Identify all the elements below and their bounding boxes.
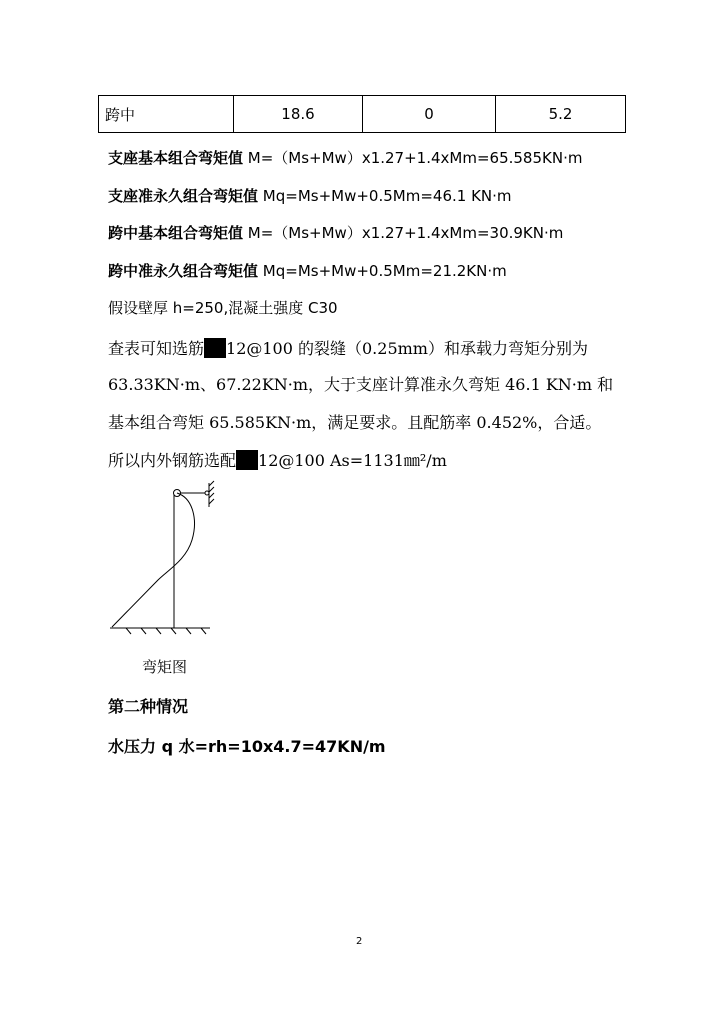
hinge-icon — [205, 491, 209, 495]
formula-label: 跨中基本组合弯矩值 — [108, 224, 244, 242]
formula-label: 支座基本组合弯矩值 — [108, 149, 244, 167]
table-row — [99, 96, 626, 133]
moment-table — [98, 95, 626, 133]
formula-label: 支座准永久组合弯矩值 — [108, 187, 259, 205]
table-cell-value: 0 — [363, 96, 496, 133]
formula-line — [108, 148, 582, 168]
formula-label: 跨中准永久组合弯矩值 — [108, 262, 259, 280]
moment-curve — [112, 493, 194, 627]
bending-moment-diagram — [108, 480, 238, 645]
formula-expression: M=（Ms+Mw）x1.27+1.4xMm=30.9KN·m — [243, 224, 564, 242]
table-cell-position: 跨中 — [99, 96, 234, 133]
paragraph-text: 查表可知选筋 — [108, 339, 205, 358]
paragraph-line — [108, 450, 447, 471]
formula-expression: M=（Ms+Mw）x1.27+1.4xMm=65.585KN·m — [243, 149, 583, 167]
page-number: 2 — [356, 936, 363, 947]
paragraph-text: 12@100 的裂缝（0.25mm）和承载力弯矩分别为 — [226, 339, 588, 358]
assumption-line: 假设壁厚 h=250,混凝土强度 C30 — [108, 299, 338, 317]
formula-line — [108, 223, 563, 243]
table-cell-value: 18.6 — [234, 96, 363, 133]
paragraph-text: 所以内外钢筋选配 — [108, 451, 237, 470]
formula-expression: Mq=Ms+Mw+0.5Mm=46.1 KN·m — [258, 187, 512, 205]
formula-expression: Mq=Ms+Mw+0.5Mm=21.2KN·m — [258, 262, 507, 280]
paragraph-line: 63.33KN·m、67.22KN·m，大于支座计算准永久弯矩 46.1 KN·m 和 — [108, 375, 614, 394]
wall-hatching — [209, 481, 214, 504]
formula-line — [108, 186, 512, 206]
paragraph-line: 基本组合弯矩 65.585KN·m，满足要求。且配筋率 0.452%，合适。 — [108, 413, 602, 432]
diagram-caption: 弯矩图 — [142, 658, 188, 676]
water-pressure-line: 水压力 q 水=rh=10x4.7=47KN/m — [108, 737, 386, 756]
paragraph-line — [108, 338, 588, 359]
rebar-symbol-icon — [236, 450, 258, 470]
paragraph-text: 12@100 As=1131㎜²/m — [258, 451, 447, 470]
rebar-symbol-icon — [204, 338, 226, 358]
table-cell-value: 5.2 — [496, 96, 626, 133]
ground-hatching — [126, 628, 206, 634]
section-heading: 第二种情况 — [108, 697, 189, 716]
formula-line — [108, 261, 507, 281]
